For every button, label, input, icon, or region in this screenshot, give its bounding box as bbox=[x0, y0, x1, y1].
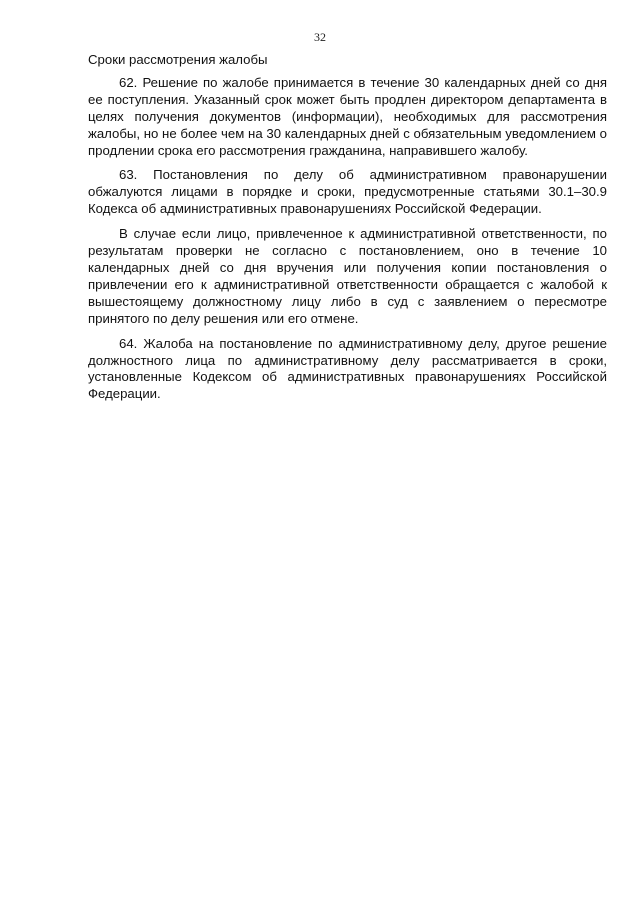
document-body bbox=[88, 52, 607, 411]
paragraph-62: 62. Решение по жалобе принимается в течение 30 календарных дней со дня ее поступления. Указанный срок может быть продлен директором департамента в целях получения документов (информации), необходимых для рассмотрения жалобы, но не более чем на 30 календарных дней с обязательным уведомлением о продлении срока его рассмотрения гражданина, направившего жалобу. bbox=[88, 74, 607, 158]
section-heading: Сроки рассмотрения жалобы bbox=[88, 52, 268, 67]
paragraph-64: 64. Жалоба на постановление по административному делу, другое решение должностного лица по административному делу рассматривается в сроки, установленные Кодексом об административных правонарушениях Российской Федерации. bbox=[88, 335, 607, 402]
page-number: 32 bbox=[314, 30, 326, 44]
paragraph-63: 63. Постановления по делу об административном правонарушении обжалуются лицами в порядке и сроки, предусмотренные статьями 30.1–30.9 Кодекса об административных правонарушениях Российской Федерации. bbox=[88, 167, 607, 217]
paragraph-63-continued: В случае если лицо, привлеченное к административной ответственности, по результатам проверки не согласно с постановлением, оно в течение 10 календарных дней со дня вручения или получения копии постановления о привлечении его к административной ответственности обращается с жалобой к вышестоящему должностному лицу либо в суд с заявлением о пересмотре принятого по делу решения или его отмене. bbox=[88, 226, 607, 326]
